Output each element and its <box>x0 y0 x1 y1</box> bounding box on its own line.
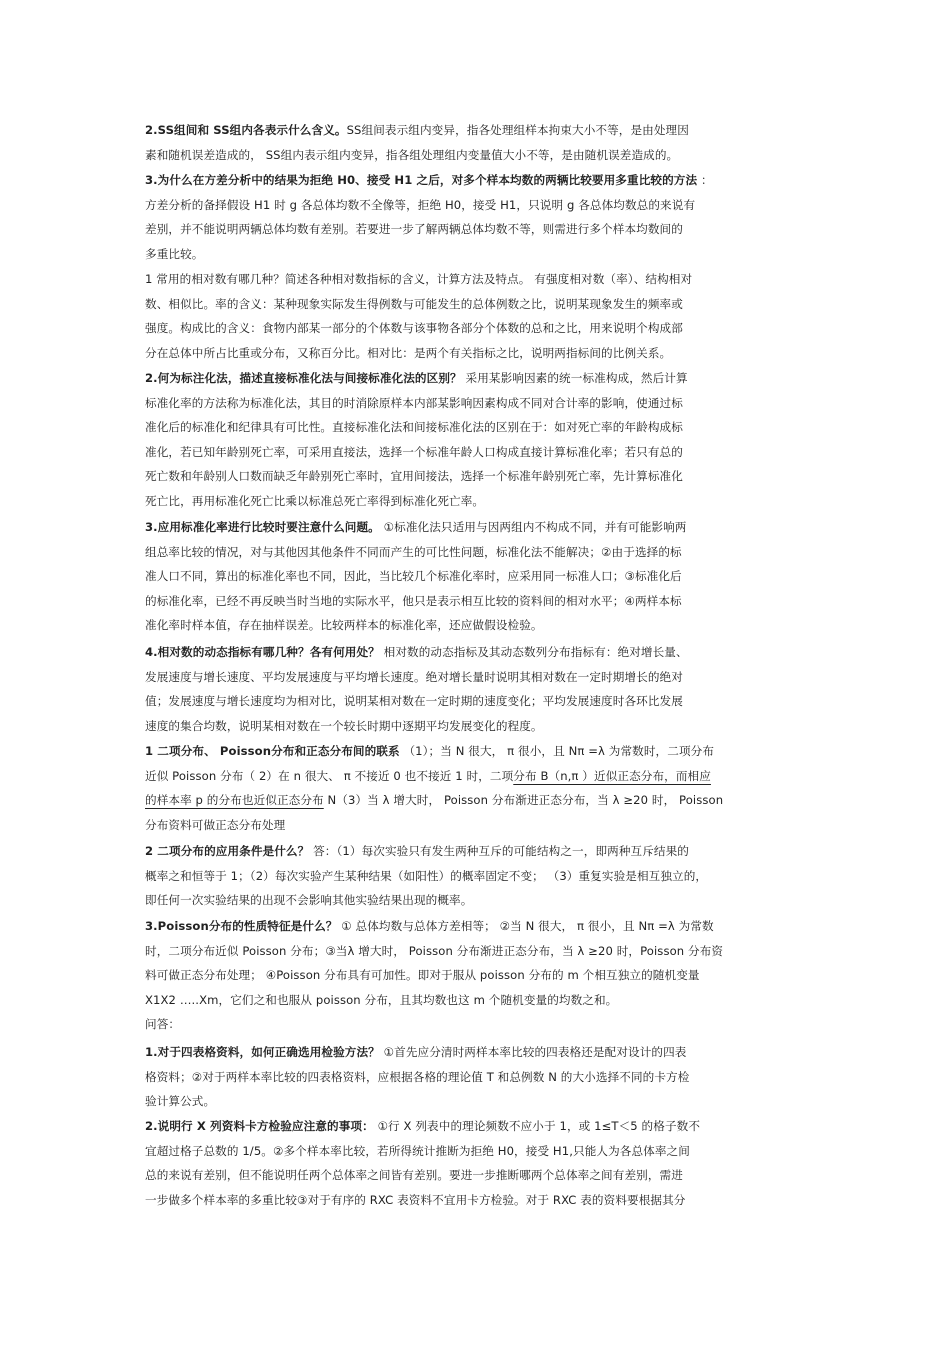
paragraph-fourfold-table <box>145 1040 689 1114</box>
paragraph-standardization <box>145 366 688 514</box>
paragraph-ss-meaning <box>145 118 689 167</box>
line <box>145 739 723 764</box>
question-heading: 1 二项分布、 Poisson分布和正态分布间的联系 <box>145 744 400 758</box>
line <box>145 366 688 391</box>
answer-text: ① 总体均数与总体方差相等； ②当 N 很大， π 很小，且 Nπ =λ 为常数 <box>337 919 714 933</box>
answer-line: 差别，并不能说明两辆总体均数有差别。若要进一步了解两辆总体均数不等，则需进行多个样本均数间的 <box>145 222 683 237</box>
line <box>145 515 686 540</box>
answer-line: 总的来说有差别，但不能说明任两个总体率之间皆有差别。要进一步推断哪两个总体率之间有差别，需进 <box>145 1168 683 1183</box>
question-heading: 3.Poisson分布的性质特征是什么？ <box>145 919 338 933</box>
answer-line: 标准化率的方法称为标准化法，其目的时消除原样本内部某影响因素构成不同对合计率的影响，使通过标 <box>145 395 683 410</box>
line <box>145 788 723 813</box>
answer-line: 一步做多个样本率的多重比较③对于有序的 RXC 表资料不宜用卡方检验。对于 RXC 表的资料要根据其分 <box>145 1192 686 1207</box>
answer-line: 准化，若已知年龄别死亡率，可采用直接法，选择一个标准年龄人口构成直接计算标准化率；若只有总的 <box>145 444 683 459</box>
answer-text: ①标准化法只适用与因两组内不构成不同，并有可能影响两 <box>379 520 687 534</box>
answer-line: 分在总体中所占比重或分布，又称百分比。相对比：是两个有关指标之比，说明两指标间的比例关系。 <box>145 345 672 360</box>
answer-text: N（3）当 λ 增大时， Poisson 分布渐进正态分布，当 λ ≥20 时， Poisson <box>323 793 724 808</box>
answer-line: 分布资料可做正态分布处理 <box>145 817 286 832</box>
answer-line: 素和随机误差造成的， SS组内表示组内变异，指各组处理组内变量值大小不等，是由随机误差造成的。 <box>145 147 679 162</box>
answer-text: 采用某影响因素的统一标准构成，然后计算 <box>461 371 688 385</box>
answer-line: 即任何一次实验结果的出现不会影响其他实验结果出现的概率。 <box>145 893 473 908</box>
answer-text: 答：（1）每次实验只有发生两种互斥的可能结构之一，即两种互斥结果的 <box>309 844 689 858</box>
answer-line: 组总率比较的情况，对与其他因其他条件不同而产生的可比性问题，标准化法不能解决；②由于选择的标 <box>145 544 682 559</box>
paragraph-multiple-comparison <box>145 168 713 266</box>
answer-line: 料可做正态分布处理； ④Poisson 分布具有可加性。即对于服从 poisson 分布的 m 个相互独立的随机变量 <box>145 968 700 983</box>
question-heading: 2.说明行 X 列资料卡方检验应注意的事项： <box>145 1119 374 1133</box>
answer-line: 准化率时样本值，存在抽样误差。比较两样本的标准化率，还应做假设检验。 <box>145 618 543 633</box>
answer-line: 速度的集合均数，说明某相对数在一个较长时期中逐期平均发展变化的程度。 <box>145 718 543 733</box>
line <box>145 839 707 864</box>
paragraph-standardization-caution <box>145 515 686 638</box>
answer-line: X1X2 …..Xm，它们之和也服从 poisson 分布，且其均数也这 m 个随机变量的均数之和。 <box>145 992 618 1007</box>
section-label: 问答： <box>145 1017 181 1032</box>
answer-line: 死亡比，再用标准化死亡比乘以标准总死亡率得到标准化死亡率。 <box>145 493 485 508</box>
line <box>145 640 688 665</box>
answer-text: ： <box>697 173 713 187</box>
paragraph-relative-numbers <box>145 267 692 365</box>
answer-text: 有强度相对数（率）、结构相对 <box>530 272 693 286</box>
paragraph-rxc-chi-square <box>145 1114 700 1212</box>
underlined-text: 的样本率 p 的分布也近似正态分布 <box>145 793 324 808</box>
answer-line: 值；发展速度与增长速度均为相对比，说明某相对数在一定时期的速度变化；平均发展速度时各环比发展 <box>145 694 683 709</box>
answer-line: 准化后的标准化和纪律具有可比性。直接标准化法和间接标准化法的区别在于：如对死亡率的年龄构成标 <box>145 420 683 435</box>
underlined-text: 分布 B（n,π ）近似正态分布，而相应 <box>513 768 711 783</box>
line <box>145 118 689 143</box>
answer-line: 强度。构成比的含义：食物内部某一部分的个体数与该事物各部分个体数的总和之比，用来说明个构成部 <box>145 321 683 336</box>
question-heading: 2 二项分布的应用条件是什么？ <box>145 844 310 858</box>
paragraph-binomial-conditions <box>145 839 707 913</box>
question-heading: 3.应用标准化率进行比较时要注意什么问题。 <box>145 520 380 534</box>
answer-line: 方差分析的备择假设 H1 时 g 各总体均数不全像等，拒绝 H0，接受 H1，只说明 g 各总体均数总的来说有 <box>145 197 696 212</box>
paragraph-distribution-relations <box>145 739 723 837</box>
line <box>145 1040 689 1065</box>
question-heading: 4.相对数的动态指标有哪几种？各有何用处？ <box>145 645 380 659</box>
answer-text: ①行 X 列表中的理论频数不应小于 1，或 1≤T＜5 的格子数不 <box>373 1119 701 1133</box>
line <box>145 764 723 789</box>
question-heading: 2.SS组间和 SS组内各表示什么含义。 <box>145 123 347 137</box>
answer-text: （1）；当 N 很大， π 很小，且 Nπ =λ 为常数时，二项分布 <box>399 744 715 758</box>
answer-text: 近似 Poisson 分布（ 2）在 n 很大、 π 不接近 0 也不接近 1 时，二项 <box>145 768 514 783</box>
answer-line: 多重比较。 <box>145 246 204 261</box>
question-heading: 1.对于四表格资料，如何正确选用检验方法？ <box>145 1045 380 1059</box>
answer-line: 时，二项分布近似 Poisson 分布；③当λ 增大时， Poisson 分布渐进正态分布，当 λ ≥20 时，Poisson 分布资 <box>145 943 724 958</box>
answer-text: SS组间表示组内变异，指各处理组样本拘束大小不等，是由处理因 <box>346 123 689 137</box>
answer-line: 死亡数和年龄别人口数而缺乏年龄别死亡率时，宜用间接法，选择一个标准年龄别死亡率，先计算标准化 <box>145 469 683 484</box>
answer-text: ①首先应分清时两样本率比较的四表格还是配对设计的四表 <box>379 1045 687 1059</box>
answer-line: 准人口不同，算出的标准化率也不同，因此，当比较几个标准化率时，应采用同一标准人口；③标准化后 <box>145 569 682 584</box>
paragraph-dynamic-indicators <box>145 640 688 738</box>
answer-line: 数、相似比。率的含义：某种现象实际发生得例数与可能发生的总体例数之比，说明某现象发生的频率或 <box>145 296 683 311</box>
question-heading: 1 常用的相对数有哪几种？简述各种相对数指标的含义，计算方法及特点。 <box>145 272 531 286</box>
question-heading: 3.为什么在方差分析中的结果为拒绝 H0、接受 H1 之后，对多个样本均数的两辆比较要用多重比较的方法 <box>145 173 698 187</box>
answer-line: 的标准化率，已经不再反映当时当地的实际水平，他只是表示相互比较的资料间的相对水平；④两样本标 <box>145 593 682 608</box>
paragraph-poisson-properties <box>145 914 723 1037</box>
line <box>145 914 723 939</box>
answer-line: 格资料；②对于两样本率比较的四表格资料，应根据各格的理论值 T 和总例数 N 的大小选择不同的卡方检 <box>145 1069 690 1084</box>
answer-line: 验计算公式。 <box>145 1094 216 1109</box>
answer-line: 发展速度与增长速度、平均发展速度与平均增长速度。绝对增长量时说明其相对数在一定时期增长的绝对 <box>145 669 683 684</box>
line <box>145 267 692 292</box>
answer-line: 宜超过格子总数的 1/5。②多个样本率比较，若所得统计推断为拒绝 H0，接受 H1,只能人为各总体率之间 <box>145 1143 690 1158</box>
line <box>145 1114 700 1139</box>
line <box>145 168 713 193</box>
question-heading: 2.何为标注化法，描述直接标准化法与间接标准化法的区别？ <box>145 371 462 385</box>
answer-text: 相对数的动态指标及其动态数列分布指标有：绝对增长量、 <box>379 645 688 659</box>
answer-line: 概率之和恒等于 1；（2）每次实验产生某种结果（如阳性）的概率固定不变； （3）重复实验是相互独立的， <box>145 868 708 883</box>
